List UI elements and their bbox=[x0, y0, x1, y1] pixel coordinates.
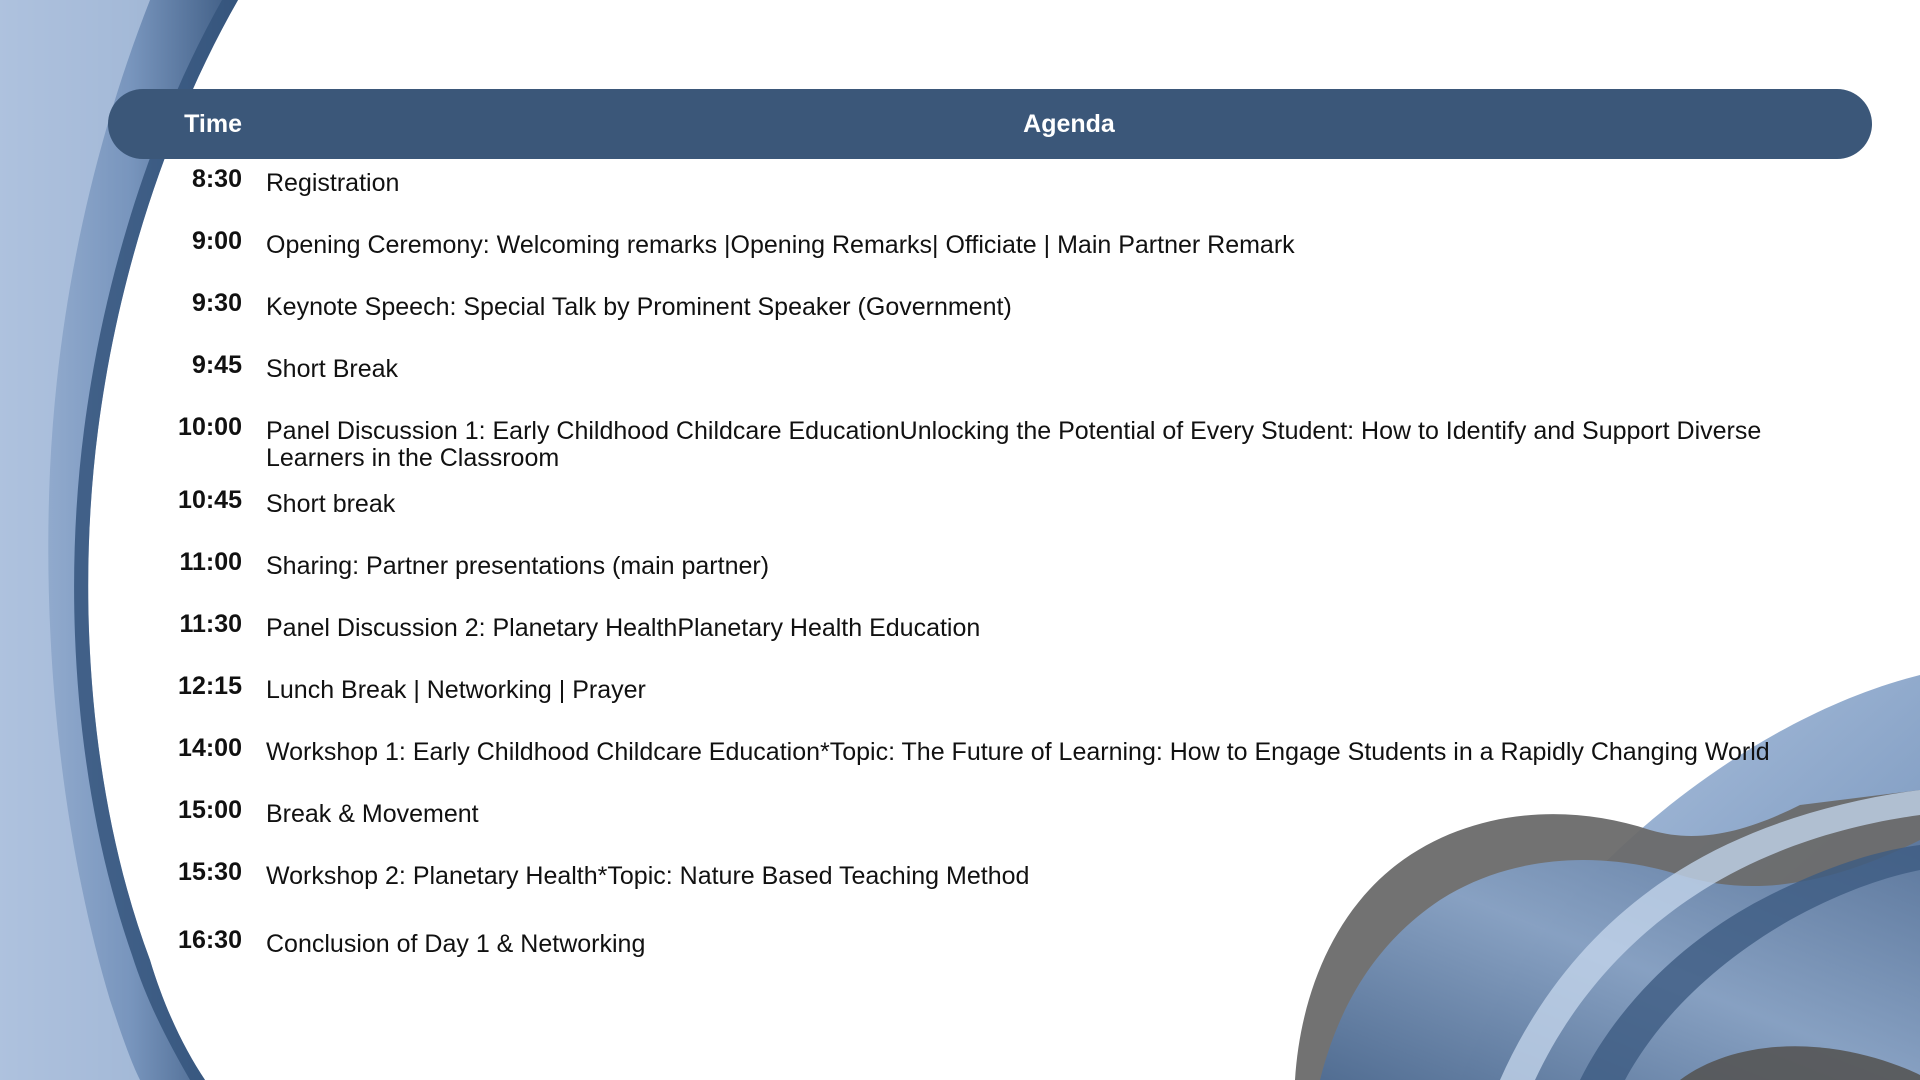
agenda-cell: Sharing: Partner presentations (main partner) bbox=[266, 552, 770, 580]
time-cell: 11:00 bbox=[179, 548, 242, 576]
agenda-cell: Keynote Speech: Special Talk by Prominent Speaker (Government) bbox=[266, 293, 1012, 321]
time-cell: 10:45 bbox=[178, 486, 242, 514]
agenda-rows bbox=[108, 163, 1872, 986]
time-cell: 8:30 bbox=[191, 165, 242, 193]
agenda-cell: Lunch Break | Networking | Prayer bbox=[266, 676, 646, 704]
time-cell: 9:45 bbox=[191, 351, 242, 379]
table-row bbox=[108, 608, 1872, 670]
time-cell: 15:00 bbox=[178, 796, 242, 824]
table-row bbox=[108, 163, 1872, 225]
time-cell: 12:15 bbox=[178, 672, 242, 700]
agenda-cell: Short Break bbox=[266, 355, 399, 383]
time-cell: 9:30 bbox=[191, 289, 242, 317]
agenda-cell: Break & Movement bbox=[266, 800, 479, 828]
agenda-cell: Short break bbox=[266, 490, 396, 518]
table-row bbox=[108, 924, 1872, 986]
time-cell: 10:00 bbox=[178, 413, 242, 441]
time-cell: 16:30 bbox=[178, 926, 242, 954]
table-row bbox=[108, 546, 1872, 608]
agenda-cell: Panel Discussion 1: Early Childhood Childcare EducationUnlocking the Potential of Every Student: How to Identify and Support Diverse Learners in the Classroom bbox=[266, 417, 1762, 472]
agenda-cell: Panel Discussion 2: Planetary HealthPlanetary Health Education bbox=[266, 614, 981, 642]
agenda-cell: Opening Ceremony: Welcoming remarks |Opening Remarks| Officiate | Main Partner Remark bbox=[266, 231, 1295, 259]
table-row bbox=[108, 732, 1872, 794]
agenda-cell: Registration bbox=[266, 169, 400, 197]
table-row bbox=[108, 794, 1872, 856]
table-row bbox=[108, 411, 1872, 484]
agenda-cell: Conclusion of Day 1 & Networking bbox=[266, 930, 646, 958]
time-cell: 9:00 bbox=[191, 227, 242, 255]
table-row bbox=[108, 670, 1872, 732]
table-header bbox=[108, 89, 1872, 159]
time-cell: 15:30 bbox=[178, 858, 242, 886]
agenda-column-header: Agenda bbox=[1023, 110, 1115, 138]
agenda-cell: Workshop 2: Planetary Health*Topic: Nature Based Teaching Method bbox=[266, 862, 1030, 890]
agenda-cell: Workshop 1: Early Childhood Childcare Education*Topic: The Future of Learning: How to Engage Students in a Rapidly Changing World bbox=[266, 738, 1770, 766]
time-column-header: Time bbox=[184, 110, 242, 138]
time-cell: 11:30 bbox=[179, 610, 242, 638]
table-row bbox=[108, 349, 1872, 411]
table-row bbox=[108, 225, 1872, 287]
agenda-table bbox=[108, 89, 1872, 986]
table-row bbox=[108, 287, 1872, 349]
table-row bbox=[108, 856, 1872, 918]
table-row bbox=[108, 484, 1872, 546]
time-cell: 14:00 bbox=[178, 734, 242, 762]
